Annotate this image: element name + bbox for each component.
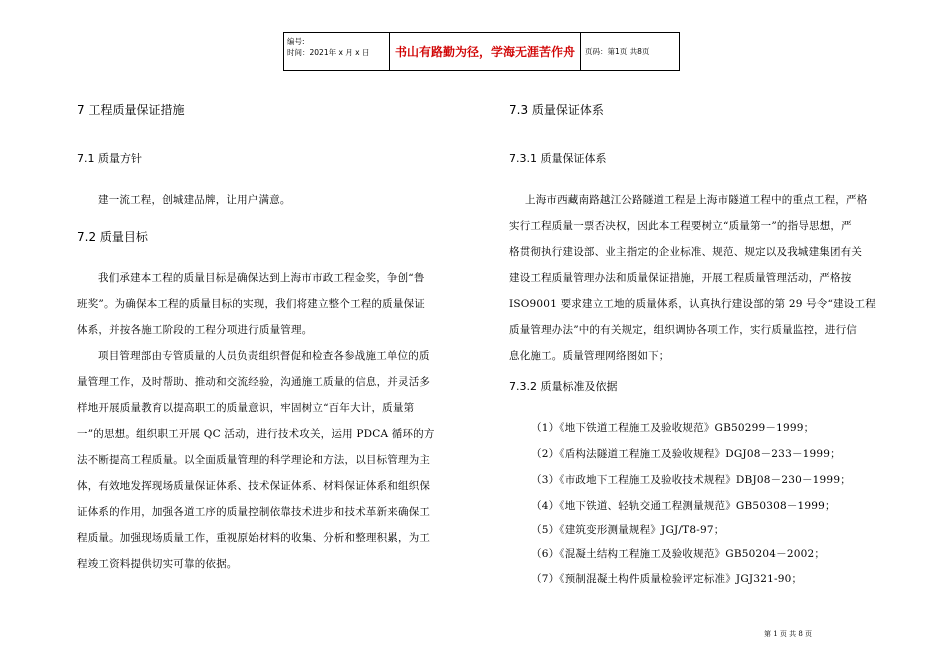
section-7-3-title: 7.3 质量保证体系	[509, 103, 604, 117]
right-p1-line: 格贯彻执行建设部、业主指定的企业标准、规范、规定以及我城建集团有关	[509, 246, 863, 258]
left-p1-line: 班奖”。为确保本工程的质量目标的实现，我们将建立整个工程的质量保证	[77, 298, 425, 310]
section-7-1-title: 7.1 质量方针	[77, 152, 142, 165]
header-meta	[284, 33, 390, 70]
right-p1-line: 实行工程质量一票否决权，因此本工程要树立“质量第一”的指导思想，严	[509, 220, 852, 232]
left-p2-line: 法不断提高工程质量。以全面质量管理的科学理论和方法，以目标管理为主	[77, 454, 431, 466]
right-p1-line: 息化施工。质量管理网络图如下；	[509, 350, 670, 362]
standard-item: （7）《预制混凝土构件质量检验评定标准》JGJ321-90；	[531, 573, 803, 585]
page-header-box	[283, 32, 680, 71]
left-p2-line: 程质量。加强现场质量工作，重视原始材料的收集、分析和整理积累，为工	[77, 532, 431, 544]
standard-item: （3）《市政地下工程施工及验收技术规程》DBJ08－230－1999；	[531, 474, 851, 486]
page-footer: 第 1 页 共 8 页	[764, 630, 813, 638]
left-p2-line: 程竣工资料提供切实可靠的依据。	[77, 558, 238, 570]
left-p1-line: 体系，并按各施工阶段的工程分项进行质量管理。	[77, 324, 313, 336]
left-p1-line: 我们承建本工程的质量目标是确保达到上海市市政工程金奖，争创“鲁	[98, 272, 425, 284]
standard-item: （2）《盾构法隧道工程施工及验收规程》DGJ08－233－1999；	[531, 448, 841, 460]
left-p2-line: 证体系的作用，加强各道工序的质量控制依靠技术进步和技术革新来确保工	[77, 506, 431, 518]
standard-item: （4）《地下铁道、轻轨交通工程测量规范》GB50308－1999；	[531, 500, 836, 512]
section-7-3-1-title: 7.3.1 质量保证体系	[509, 152, 607, 165]
header-time-label: 时间：2021年 x 月 x 日	[287, 48, 370, 57]
left-p2-line: 项目管理部由专管质量的人员负责组织督促和检查各参战施工单位的质	[98, 350, 430, 362]
right-p1-line: ISO9001 要求建立工地的质量体系，认真执行建设部的第 29 号令“建设工程	[509, 298, 876, 310]
section-7-1-text: 建一流工程，创城建品牌，让用户满意。	[98, 194, 291, 206]
left-p2-line: 体，有效地发挥现场质量保证体系、技术保证体系、材料保证体系和组织保	[77, 480, 431, 492]
header-number-label: 编号:	[287, 37, 305, 46]
right-p1-line: 建设工程质量管理办法和质量保证措施，开展工程质量管理活动，严格按	[509, 272, 852, 284]
header-motto: 书山有路勤为径，学海无涯苦作舟	[390, 33, 581, 70]
left-p2-line: 样地开展质量教育以提高职工的质量意识，牢固树立“百年大计，质量第	[77, 402, 415, 414]
header-page-label: 页码：第1页 共8页	[585, 47, 650, 56]
left-p2-line: 一”的思想。组织职工开展 QC 活动，进行技术攻关，运用 PDCA 循环的方	[77, 428, 435, 440]
left-p2-line: 量管理工作，及时帮助、推动和交流经验，沟通施工质量的信息，并灵活多	[77, 376, 431, 388]
standard-item: （1）《地下铁道工程施工及验收规范》GB50299－1999；	[531, 422, 815, 434]
standard-item: （5）《建筑变形测量规程》JGJ/T8-97；	[531, 524, 725, 536]
right-p1-line: 质量管理办法”中的有关规定，组织调协各项工作，实行质量监控，进行信	[509, 324, 857, 336]
section-7-3-2-title: 7.3.2 质量标准及依据	[509, 380, 618, 393]
right-p1-line: 上海市西藏南路越江公路隧道工程是上海市隧道工程中的重点工程，严格	[525, 194, 868, 206]
section-7-title: 7 工程质量保证措施	[77, 103, 185, 117]
section-7-2-title: 7.2 质量目标	[77, 230, 148, 244]
standard-item: （6）《混凝土结构工程施工及验收规范》GB50204－2002；	[531, 548, 826, 560]
